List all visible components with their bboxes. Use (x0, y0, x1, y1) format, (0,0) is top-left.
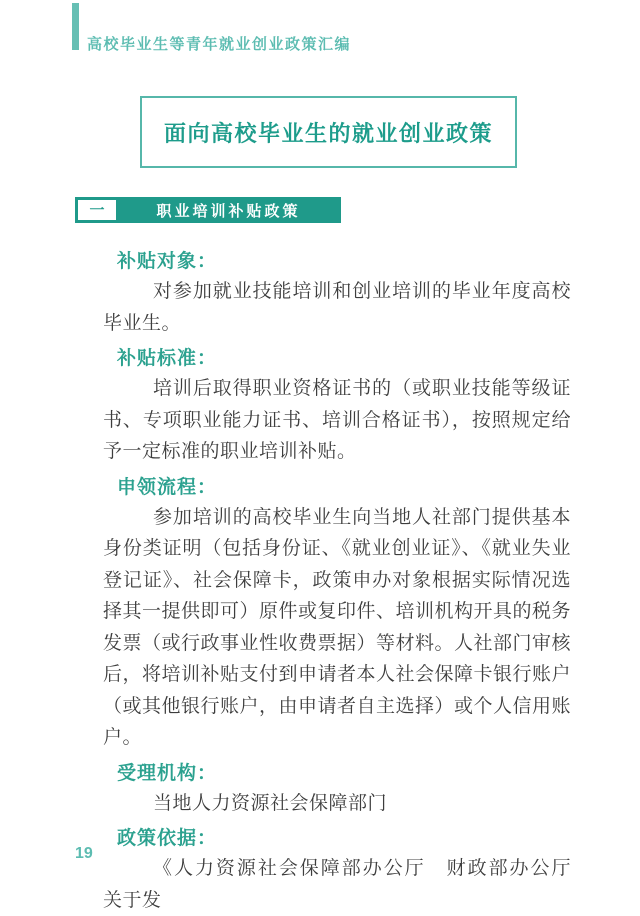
heading-subsidy-target: 补贴对象： (117, 251, 218, 272)
article-body (103, 249, 591, 916)
paragraph-subsidy-standard: 培训后取得职业资格证书的（或职业技能等级证书、专项职业能力证书、培训合格证书），按照规定给予一定标准的职业培训补贴。 (103, 378, 571, 462)
paragraph-subsidy-target: 对参加就业技能培训和创业培训的毕业年度高校毕业生。 (103, 281, 571, 334)
page-number: 19 (75, 845, 93, 862)
section-title: 职业培训补贴政策 (156, 202, 301, 220)
paragraph-policy-basis: 《人力资源社会保障部办公厅 财政部办公厅 关于发 (103, 858, 591, 911)
heading-application-process: 申领流程： (117, 476, 218, 498)
heading-policy-basis: 政策依据： (117, 828, 218, 849)
paragraph-accepting-agency: 当地人力资源社会保障部门 (153, 792, 388, 814)
header-accent-bar (72, 3, 79, 50)
page-title: 面向高校毕业生的就业创业政策 (163, 120, 493, 146)
heading-subsidy-standard: 补贴标准： (117, 348, 218, 369)
section-number: 一 (89, 201, 105, 219)
section-banner (75, 197, 341, 223)
running-header-title: 高校毕业生等青年就业创业政策汇编 (87, 36, 352, 53)
heading-accepting-agency: 受理机构： (117, 762, 218, 784)
page-title-box (140, 96, 517, 168)
section-number-box (78, 200, 116, 220)
paragraph-application-process: 参加培训的高校毕业生向当地人社部门提供基本身份类证明（包括身份证、《就业创业证》、《就业失业登记证》、社会保障卡，政策申办对象根据实际情况选择其一提供即可）原件或复印件、培训机构开具的税务发票（或行政事业性收费票据）等材料。人社部门审核后，将培训补贴支付到申请者本人社会保障卡银行账户（或其他银行账户，由申请者自主选择）或个人信用账户。 (103, 506, 572, 748)
